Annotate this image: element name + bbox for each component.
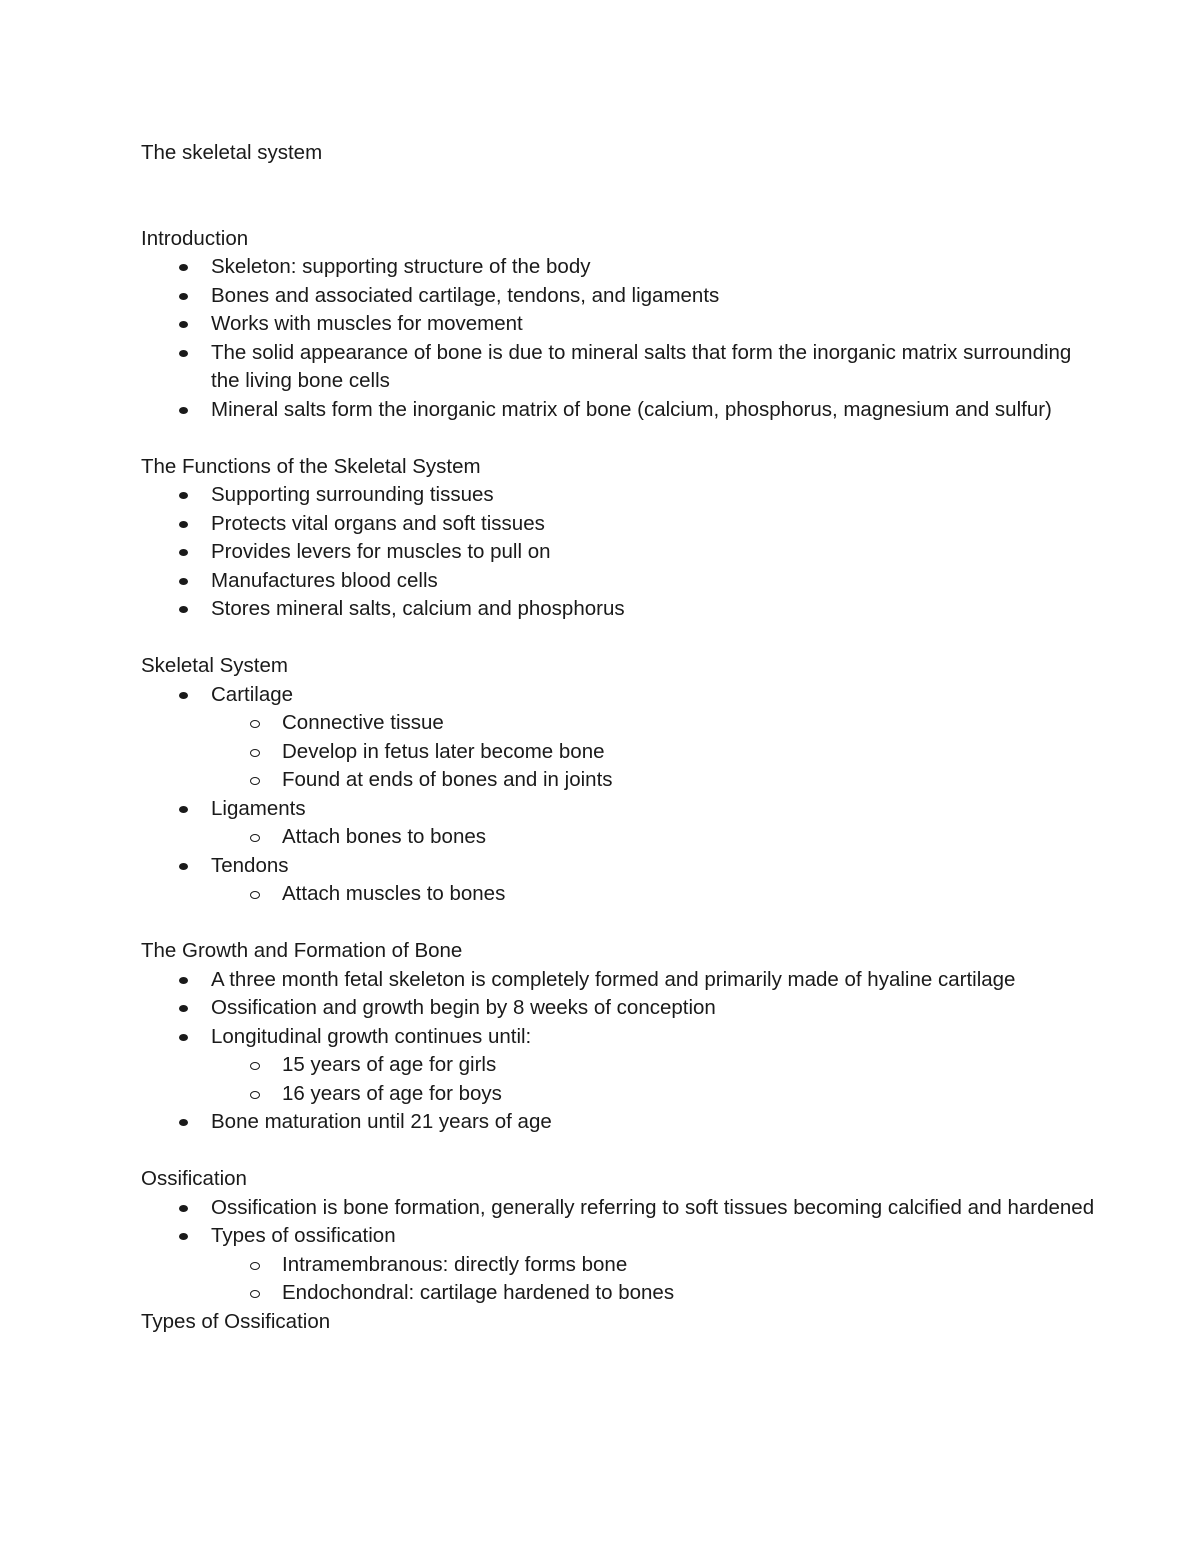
sub-list-item (141, 880, 1101, 909)
list-item-text: Works with muscles for movement (211, 312, 523, 335)
filled-bullet-icon (179, 606, 188, 613)
list-item (141, 567, 1101, 596)
list-item (141, 282, 1101, 311)
sub-list-item (141, 823, 1101, 852)
list-item (141, 396, 1101, 425)
sub-list-item-text: Attach bones to bones (282, 825, 487, 848)
list-item (141, 966, 1101, 995)
hollow-bullet-icon (250, 1290, 260, 1298)
list-item-text: Supporting surrounding tissues (211, 483, 494, 506)
list-item (141, 795, 1101, 824)
list-item-text: Types of ossification (211, 1224, 396, 1247)
list-item (141, 310, 1101, 339)
list-item (141, 538, 1101, 567)
hollow-bullet-icon (250, 891, 260, 899)
sub-list-item (141, 1051, 1101, 1080)
list-item (141, 994, 1101, 1023)
filled-bullet-icon (179, 863, 188, 870)
filled-bullet-icon (179, 806, 188, 813)
list-item (141, 481, 1101, 510)
list-item-text: Ossification is bone formation, generally referring to soft tissues becoming calcified and hardened (211, 1195, 1095, 1219)
filled-bullet-icon (179, 1119, 188, 1126)
list-item-text: Bone maturation until 21 years of age (211, 1110, 552, 1133)
list-item-text: Provides levers for muscles to pull on (211, 540, 551, 563)
sub-list-item-text: Found at ends of bones and in joints (282, 768, 613, 791)
section-heading: The Functions of the Skeletal System (141, 454, 481, 478)
section-gap (141, 909, 1101, 938)
hollow-bullet-icon (250, 1091, 260, 1099)
hollow-bullet-icon (250, 777, 260, 785)
bullet-list (141, 253, 1101, 424)
sub-list-item (141, 1251, 1101, 1280)
filled-bullet-icon (179, 977, 188, 984)
section-heading: Introduction (141, 226, 249, 250)
list-item (141, 510, 1101, 539)
hollow-bullet-icon (250, 834, 260, 842)
sub-list-item-text: Connective tissue (282, 711, 444, 734)
hollow-bullet-icon (250, 720, 260, 728)
filled-bullet-icon (179, 407, 188, 414)
list-item-text: The solid appearance of bone is due to mineral salts that form the inorganic matrix surrounding the living bone cells (211, 340, 1072, 392)
bullet-list (141, 481, 1101, 624)
filled-bullet-icon (179, 692, 188, 699)
sub-list-item (141, 709, 1101, 738)
bullet-list (141, 1194, 1101, 1308)
section-heading: The Growth and Formation of Bone (141, 939, 463, 962)
list-item-text: Tendons (211, 853, 289, 877)
list-item-text: Mineral salts form the inorganic matrix of bone (calcium, phosphorus, magnesium and sulfur) (211, 397, 1052, 421)
title-gap (141, 168, 1101, 225)
bullet-list (141, 966, 1101, 1137)
filled-bullet-icon (179, 1205, 188, 1212)
section-gap (141, 624, 1101, 653)
list-item (141, 852, 1101, 881)
document-body (141, 225, 1101, 1337)
section (141, 937, 1101, 1137)
filled-bullet-icon (179, 521, 188, 528)
filled-bullet-icon (179, 321, 188, 328)
section (141, 225, 1101, 425)
sub-list-item-text: Endochondral: cartilage hardened to bones (282, 1281, 675, 1304)
list-item (141, 1222, 1101, 1251)
filled-bullet-icon (179, 1034, 188, 1041)
list-item (141, 595, 1101, 624)
list-item-text: Longitudinal growth continues until: (211, 1024, 532, 1048)
section (141, 1165, 1101, 1308)
filled-bullet-icon (179, 350, 188, 357)
document-title: The skeletal system (141, 141, 323, 164)
list-item-text: Ossification and growth begin by 8 weeks of conception (211, 996, 716, 1019)
list-item-text: Cartilage (211, 682, 294, 706)
list-item-text: Ligaments (211, 796, 306, 820)
sub-list-item (141, 1279, 1101, 1308)
list-item (141, 1194, 1101, 1223)
list-item (141, 681, 1101, 710)
list-item (141, 339, 1101, 396)
sub-list-item-text: 15 years of age for girls (282, 1053, 497, 1076)
section-heading: Ossification (141, 1167, 247, 1190)
list-item-text: A three month fetal skeleton is completely formed and primarily made of hyaline cartilage (211, 967, 1016, 991)
list-item-text: Protects vital organs and soft tissues (211, 511, 545, 535)
section (141, 1308, 1101, 1337)
section-gap (141, 424, 1101, 453)
sub-list-item-text: Develop in fetus later become bone (282, 739, 605, 763)
sub-list-item-text: 16 years of age for boys (282, 1081, 502, 1105)
sub-list-item (141, 738, 1101, 767)
filled-bullet-icon (179, 492, 188, 499)
section-heading: Types of Ossification (141, 1309, 331, 1333)
list-item-text: Bones and associated cartilage, tendons, and ligaments (211, 283, 720, 307)
bullet-list (141, 681, 1101, 909)
section-heading: Skeletal System (141, 654, 288, 677)
list-item-text: Skeleton: supporting structure of the body (211, 255, 591, 278)
list-item (141, 253, 1101, 282)
list-item-text: Stores mineral salts, calcium and phosphorus (211, 597, 625, 620)
list-item-text: Manufactures blood cells (211, 568, 438, 592)
hollow-bullet-icon (250, 749, 260, 757)
hollow-bullet-icon (250, 1262, 260, 1270)
section (141, 453, 1101, 624)
sub-list-item (141, 766, 1101, 795)
list-item (141, 1023, 1101, 1052)
filled-bullet-icon (179, 578, 188, 585)
document-page (141, 139, 1101, 1336)
filled-bullet-icon (179, 1233, 188, 1240)
sub-list-item-text: Attach muscles to bones (282, 882, 506, 905)
sub-list-item (141, 1080, 1101, 1109)
filled-bullet-icon (179, 549, 188, 556)
filled-bullet-icon (179, 1005, 188, 1012)
sub-list-item-text: Intramembranous: directly forms bone (282, 1252, 628, 1276)
section-gap (141, 1137, 1101, 1166)
filled-bullet-icon (179, 264, 188, 271)
filled-bullet-icon (179, 293, 188, 300)
hollow-bullet-icon (250, 1062, 260, 1070)
list-item (141, 1108, 1101, 1137)
section (141, 652, 1101, 909)
